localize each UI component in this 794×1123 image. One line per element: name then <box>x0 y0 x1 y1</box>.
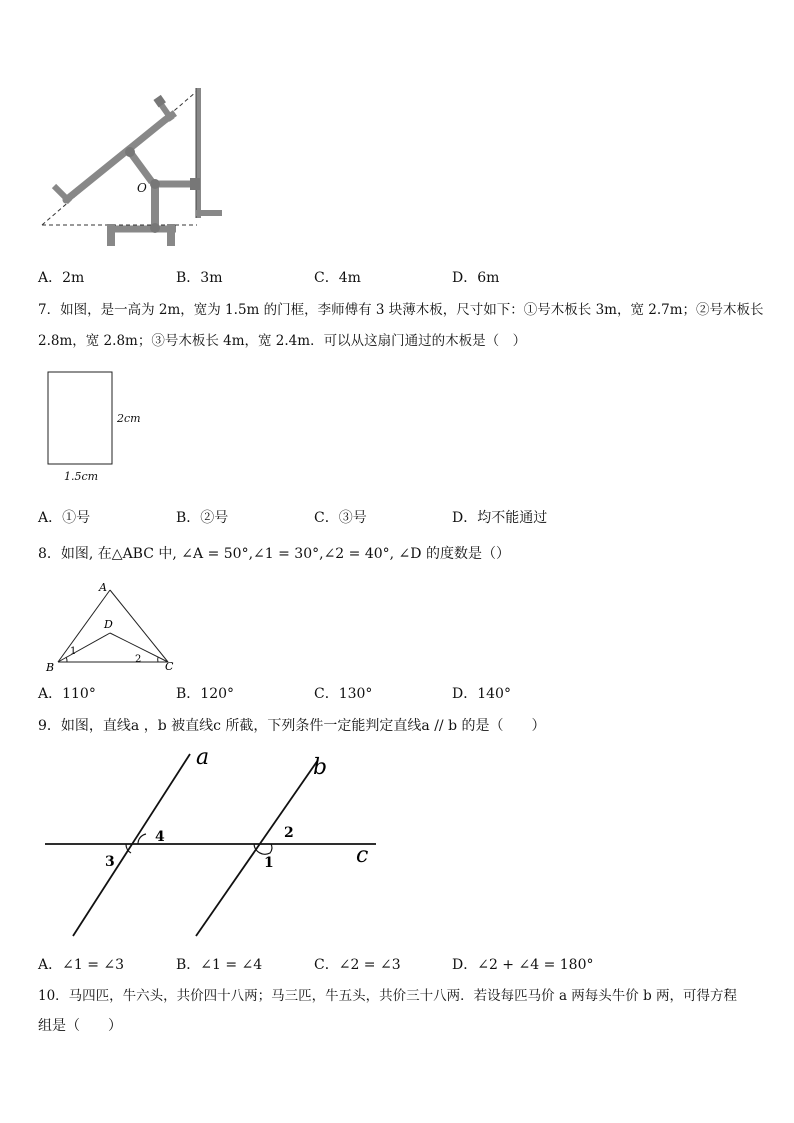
q9-option-d: D．∠2 + ∠4 = 180° <box>452 957 594 973</box>
q9-label-1: 1 <box>264 855 274 871</box>
q10-stem-line1: 10．马四匹，牛六头，共价四十八两；马三匹，牛五头，共价三十八两．若设每匹马价 a 两每头牛价 b 两，可得方程 <box>38 988 738 1004</box>
q7-door-rect <box>48 372 112 464</box>
q7-stem-line1: 7．如图，是一高为 2m，宽为 1.5m 的门框，李师傅有 3 块薄木板，尺寸如下：①号木板长 3m，宽 2.7m；②号木板长 <box>38 302 764 318</box>
q9-label-3: 3 <box>105 854 115 870</box>
q9-line-a <box>73 754 190 936</box>
q9-stem: 9．如图，直线a ，b 被直线c 所截，下列条件一定能判定直线a // b 的是（ ） <box>38 718 546 734</box>
q7-height-label: 2cm <box>117 412 141 425</box>
q10-stem-line2: 组是（ ） <box>38 1018 122 1034</box>
q9-label-b: b <box>313 755 328 780</box>
q6-figure <box>0 0 794 260</box>
q9-label-2: 2 <box>284 825 294 841</box>
q8-label-angle1: 1 <box>70 646 77 657</box>
q9-label-4: 4 <box>155 829 165 845</box>
q6-option-c: C．4m <box>314 270 361 286</box>
q7-door-figure <box>0 360 200 490</box>
q9-label-c: c <box>356 843 369 868</box>
q9-label-a: a <box>196 745 210 770</box>
q8-label-a: A <box>99 581 107 594</box>
q7-stem-line2: 2.8m，宽 2.8m；③号木板长 4m，宽 2.4m．可以从这扇门通过的木板是（ ） <box>38 333 527 349</box>
q8-label-d: D <box>104 618 113 631</box>
q8-option-c: C．130° <box>314 686 373 702</box>
q9-option-c: C．∠2 = ∠3 <box>314 957 401 973</box>
q8-option-b: B．120° <box>176 686 235 702</box>
q9-option-a: A．∠1 = ∠3 <box>38 957 125 973</box>
q8-option-a: A．110° <box>38 686 96 702</box>
q7-width-label: 1.5cm <box>64 470 99 483</box>
q8-stem: 8．如图, 在△ABC 中, ∠A = 50°,∠1 = 30°,∠2 = 40°, ∠D 的度数是（） <box>38 546 510 562</box>
q9-parallel-lines-figure <box>0 740 420 950</box>
q9-option-b: B．∠1 = ∠4 <box>176 957 263 973</box>
q7-option-d: D．均不能通过 <box>452 510 548 526</box>
q7-option-a: A．①号 <box>38 510 91 526</box>
q9-line-b <box>196 760 318 936</box>
q8-label-b: B <box>46 661 55 674</box>
q7-option-b: B．②号 <box>176 510 229 526</box>
q8-triangle-figure <box>0 578 200 678</box>
q6-option-a: A．2m <box>38 270 85 286</box>
q7-option-c: C．③号 <box>314 510 367 526</box>
q8-label-angle2: 2 <box>135 654 142 665</box>
q6-option-d: D．6m <box>452 270 500 286</box>
q8-option-d: D．140° <box>452 686 511 702</box>
q8-label-c: C <box>165 660 174 673</box>
q6-option-b: B．3m <box>176 270 223 286</box>
q6-label-o: O <box>137 181 147 195</box>
